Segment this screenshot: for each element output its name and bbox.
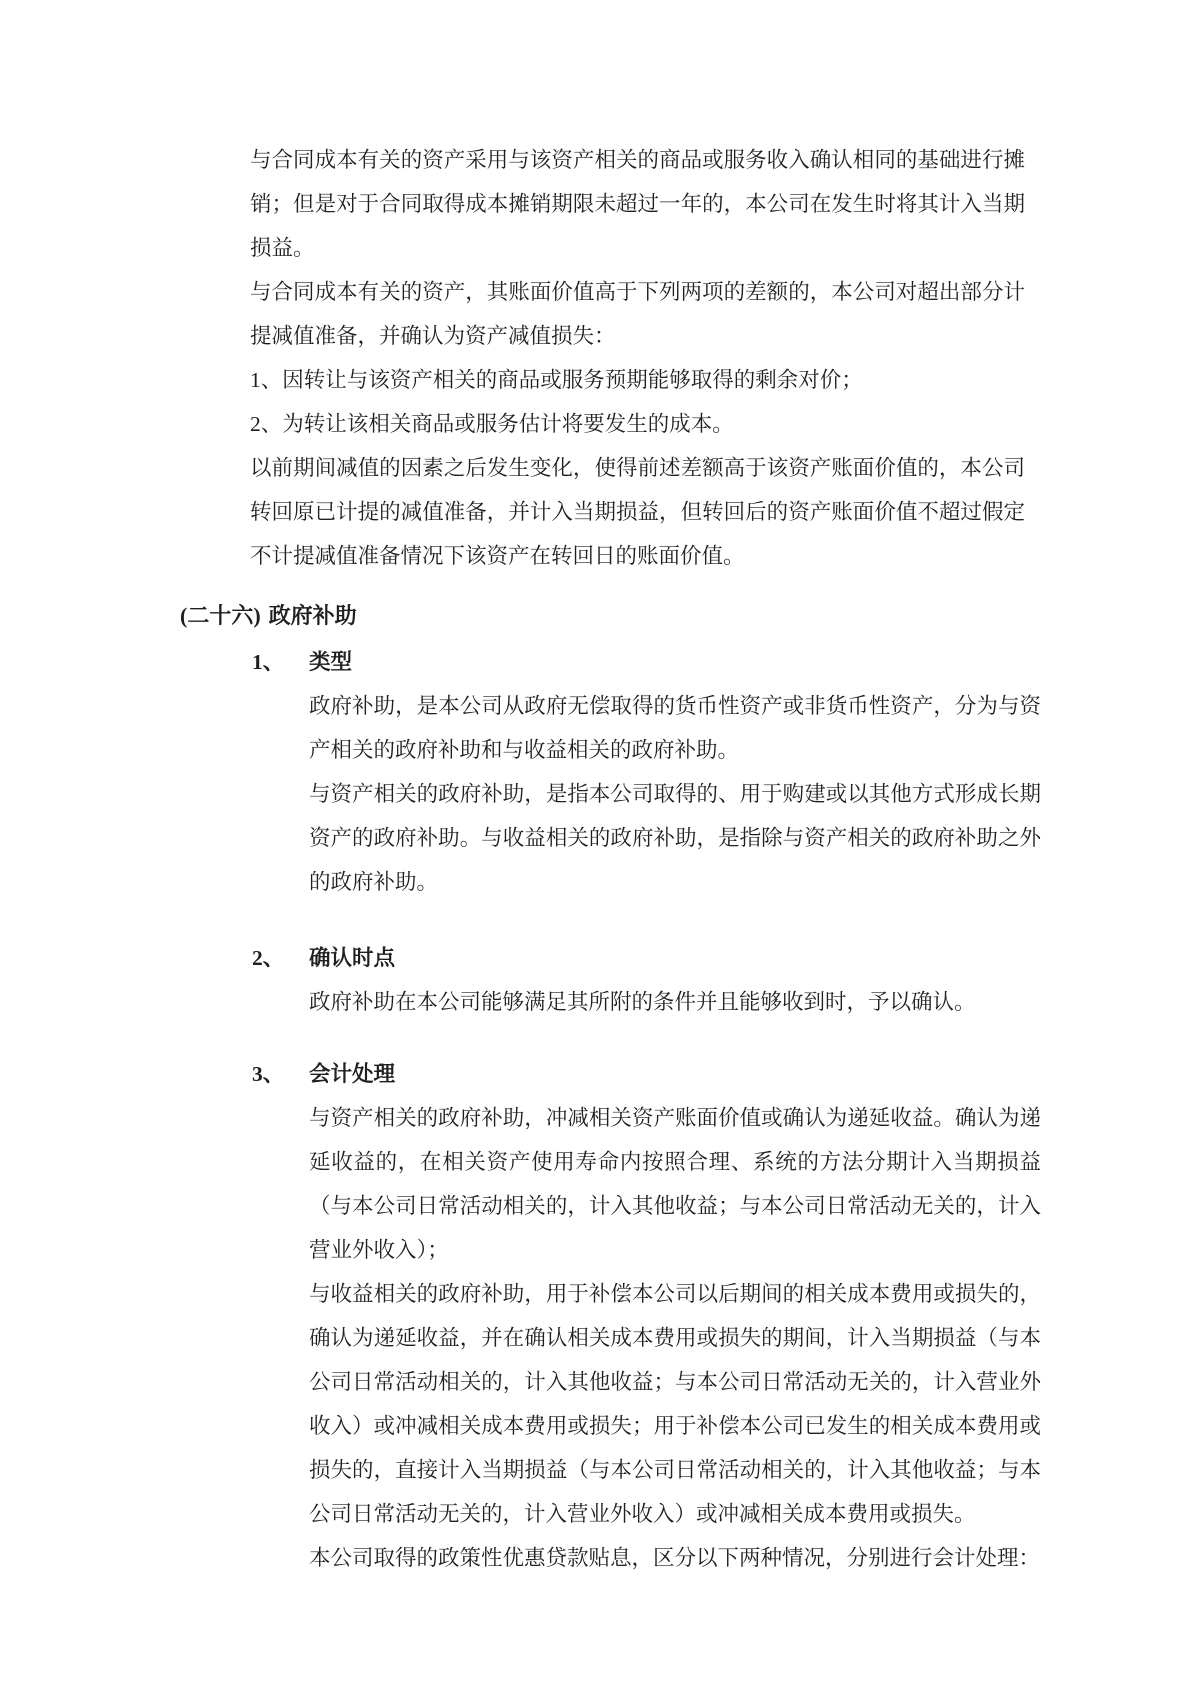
subsection-recognition-number: 2、	[252, 946, 285, 970]
intro-paragraph-reversal: 以前期间减值的因素之后发生变化，使得前述差额高于该资产账面价值的，本公司转回原已计提的减值准备，并计入当期损益，但转回后的资产账面价值不超过假定不计提减值准备情况下该资产在转回日的账面价值。	[250, 456, 1025, 568]
subsection-type-title: 类型	[309, 650, 353, 674]
section-number: (二十六)	[180, 603, 261, 628]
intro-block	[250, 138, 1025, 578]
subsection-recognition-title: 确认时点	[309, 946, 396, 970]
subsection-accounting-heading	[252, 1052, 1042, 1096]
subsection-recognition-heading	[252, 936, 1042, 980]
subsection-type-body	[309, 684, 1041, 904]
subsection-type-heading	[252, 640, 1042, 684]
intro-paragraph-impairment: 与合同成本有关的资产，其账面价值高于下列两项的差额的，本公司对超出部分计提减值准备，并确认为资产减值损失：	[250, 280, 1025, 348]
intro-paragraph-amortization: 与合同成本有关的资产采用与该资产相关的商品或服务收入确认相同的基础进行摊销；但是对于合同取得成本摊销期限未超过一年的，本公司在发生时将其计入当期损益。	[250, 148, 1025, 260]
subsection-recognition-body	[309, 980, 1041, 1024]
section-heading	[180, 598, 357, 634]
intro-list-item-2: 2、为转让该相关商品或服务估计将要发生的成本。	[250, 412, 734, 436]
paragraph-loan-interest-subsidy: 本公司取得的政策性优惠贷款贴息，区分以下两种情况，分别进行会计处理：	[309, 1546, 1041, 1570]
subsection-accounting-title: 会计处理	[309, 1062, 396, 1086]
paragraph-income-related-grants: 与收益相关的政府补助，用于补偿本公司以后期间的相关成本费用或损失的，确认为递延收益，并在确认相关成本费用或损失的期间，计入当期损益（与本公司日常活动相关的，计入其他收益；与本公司日常活动无关的，计入营业外收入）或冲减相关成本费用或损失；用于补偿本公司已发生的相关成本费用或损失的，直接计入当期损益（与本公司日常活动相关的，计入其他收益；与本公司日常活动无关的，计入营业外收入）或冲减相关成本费用或损失。	[309, 1282, 1041, 1526]
subsection-accounting-body	[309, 1096, 1041, 1580]
paragraph-grant-categories: 与资产相关的政府补助，是指本公司取得的、用于购建或以其他方式形成长期资产的政府补助。与收益相关的政府补助，是指除与资产相关的政府补助之外的政府补助。	[309, 782, 1041, 894]
subsection-type-number: 1、	[252, 650, 285, 674]
intro-list-item-1: 1、因转让与该资产相关的商品或服务预期能够取得的剩余对价；	[250, 368, 863, 392]
paragraph-grant-definition: 政府补助，是本公司从政府无偿取得的货币性资产或非货币性资产，分为与资产相关的政府补助和与收益相关的政府补助。	[309, 694, 1041, 762]
subsection-accounting	[252, 1052, 1042, 1580]
subsection-accounting-number: 3、	[252, 1062, 285, 1086]
subsection-type	[252, 640, 1042, 904]
section-title: 政府补助	[268, 603, 357, 628]
subsection-recognition	[252, 936, 1042, 1024]
paragraph-recognition-timing: 政府补助在本公司能够满足其所附的条件并且能够收到时，予以确认。	[309, 990, 976, 1014]
paragraph-asset-related-grants: 与资产相关的政府补助，冲减相关资产账面价值或确认为递延收益。确认为递延收益的，在相关资产使用寿命内按照合理、系统的方法分期计入当期损益（与本公司日常活动相关的，计入其他收益；与本公司日常活动无关的，计入营业外收入）；	[309, 1106, 1041, 1262]
